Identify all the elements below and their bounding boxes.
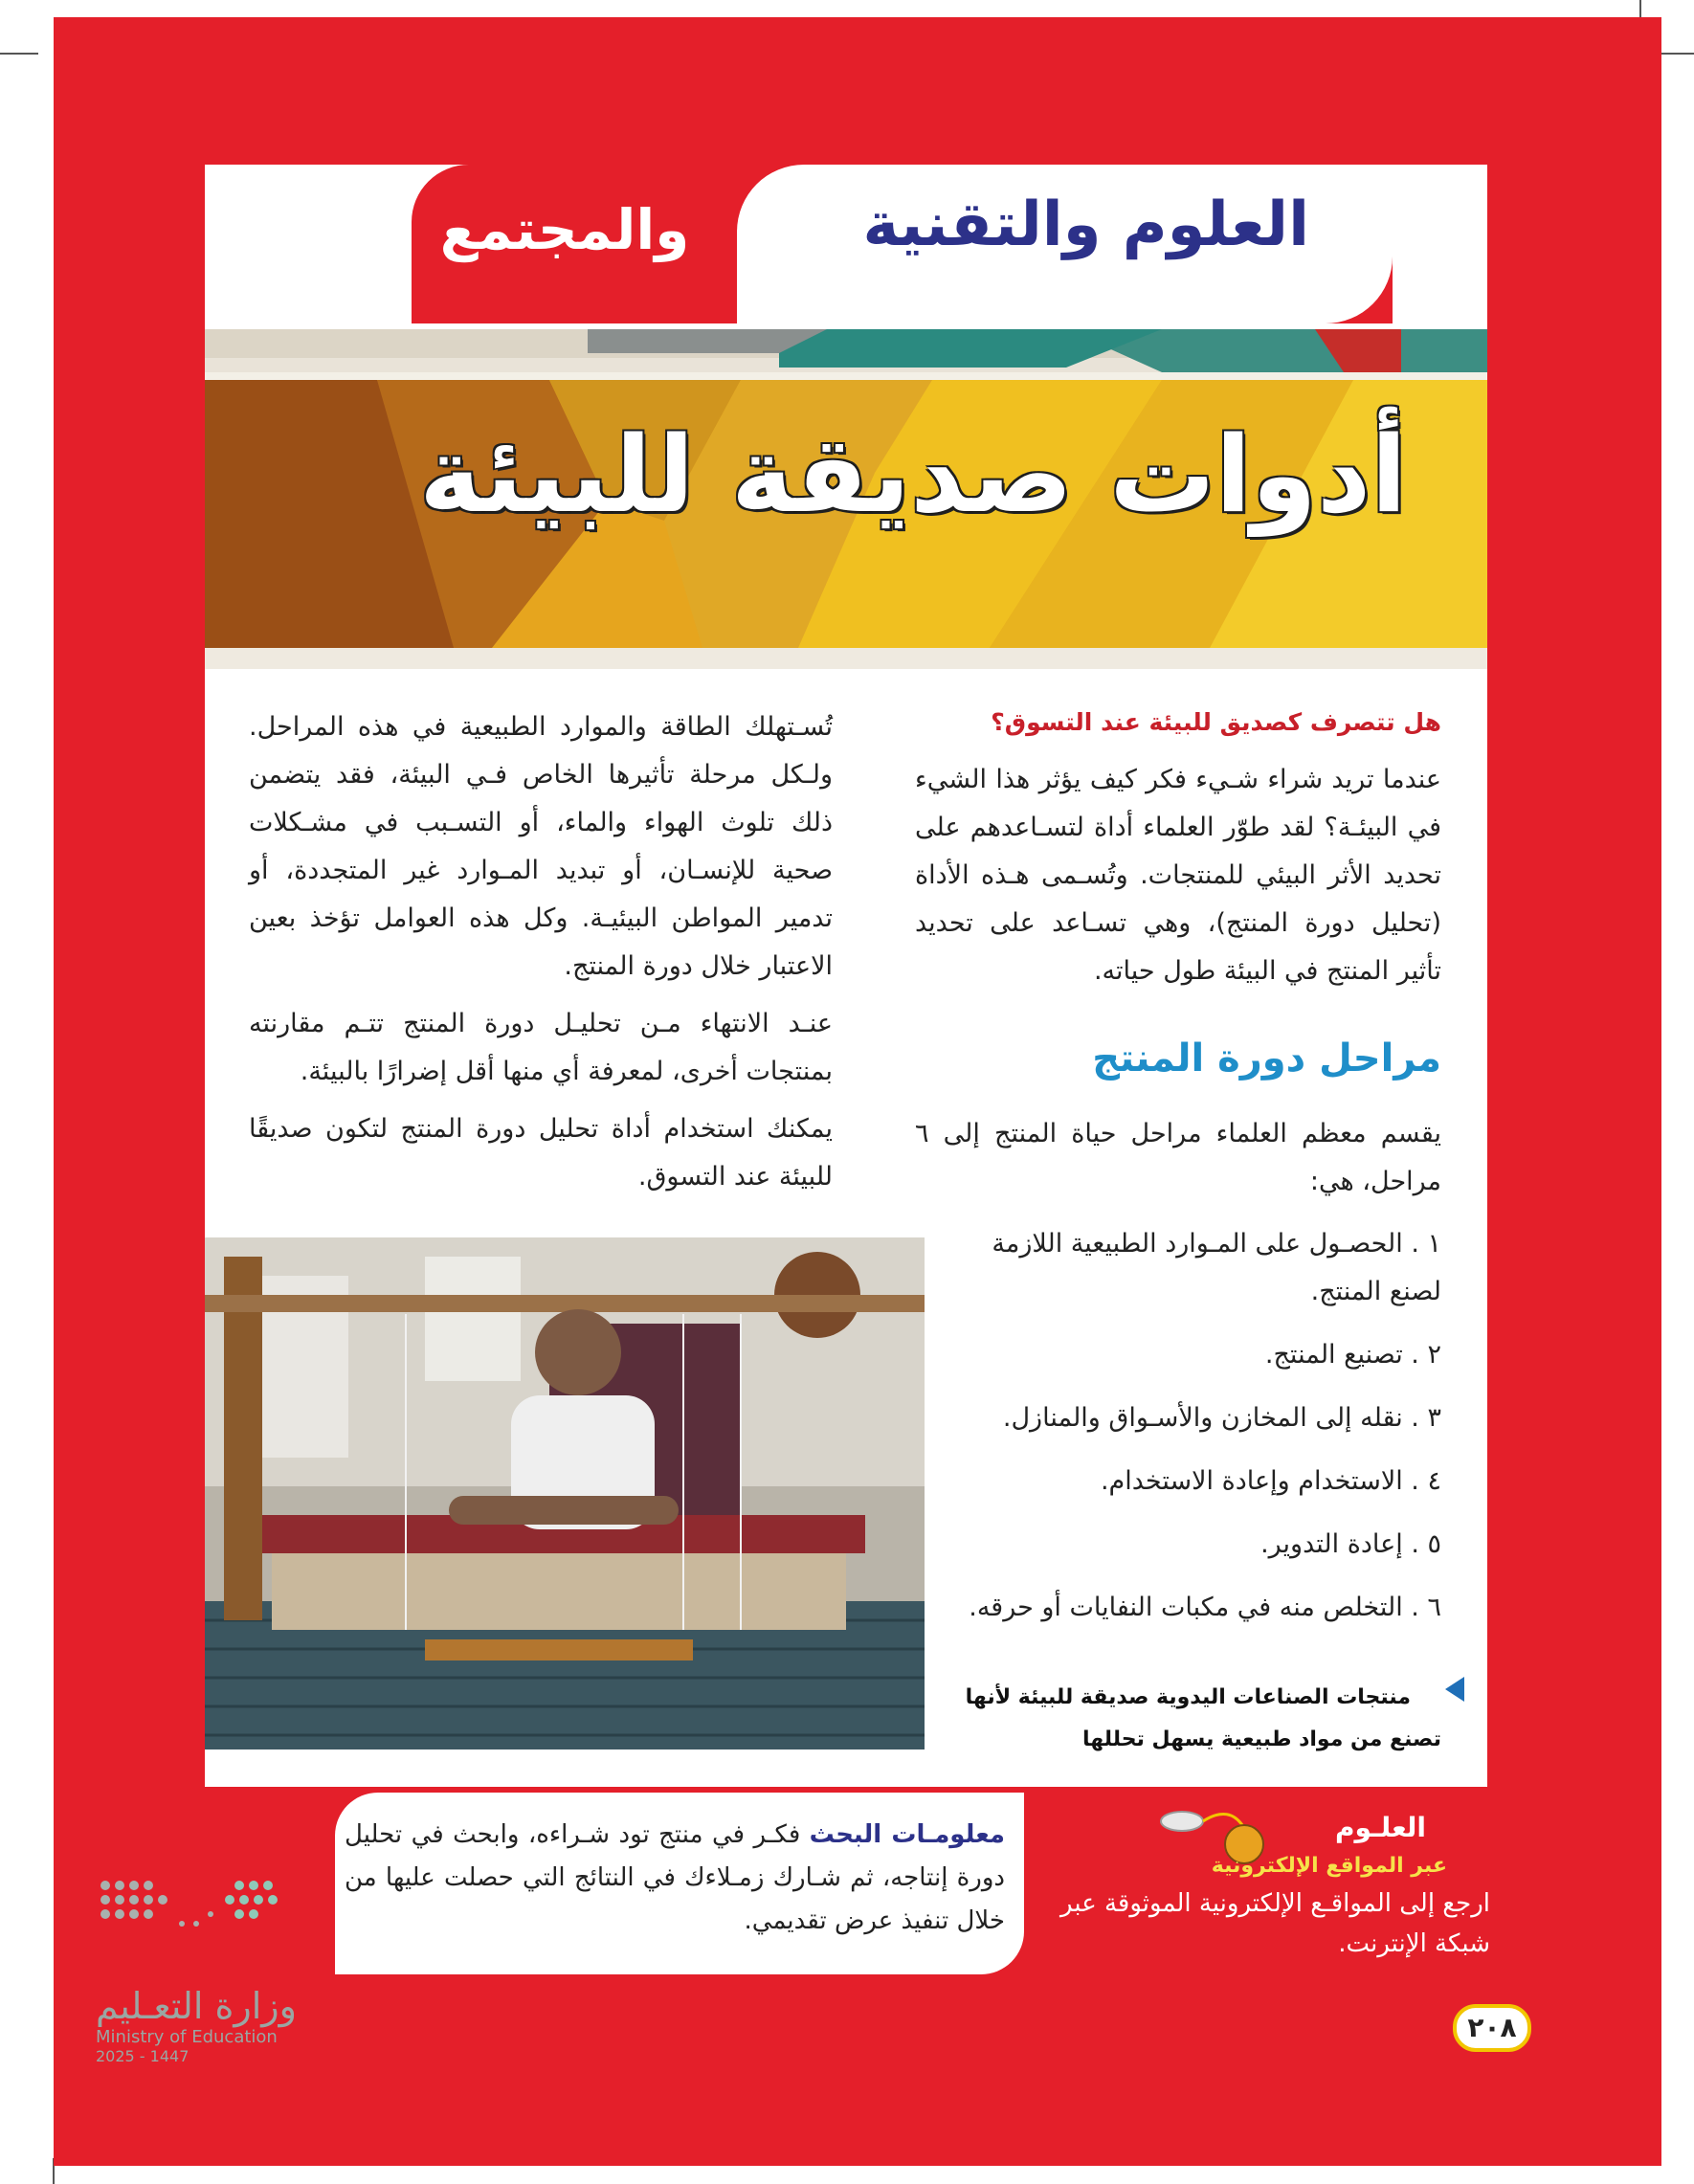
web-title: العلـوم	[1335, 1812, 1426, 1843]
caption-line: منتجات الصناعات اليدوية صديقة للبيئة لأنها	[965, 1685, 1411, 1709]
banner-title: أدوات صديقة للبيئة	[418, 413, 1407, 536]
stages-list	[944, 1220, 1441, 1647]
crop-mark	[0, 53, 38, 55]
intro-text: عندما تريد شراء شـيء فكر كيف يؤثر هذا الشيء في البيئـة؟ لقد طوّر العلماء أداة لتسـاعدهم على تحديد الأثر البيئي للمنتجات. وتُسـمى هـذه الأداة (تحليل دورة المنتج)، وهي تسـاعد على تحديد تأثير المنتج في البيئة طول حياته.	[915, 765, 1441, 986]
list-item: ٥ . إعادة التدوير.	[1260, 1529, 1441, 1559]
research-label: معلومـات البحث	[809, 1820, 1005, 1849]
weaver-photo	[205, 1237, 925, 1749]
list-item: ٤ . الاستخدام وإعادة الاستخدام.	[1100, 1466, 1441, 1496]
research-text: فكـر في منتج تود شـراءه، وابحث في تحليل دورة إنتاجه، ثم شـارك زمـلاءك في النتائج التي حصلت عليها من خلال تنفيذ عرض تقديمي.	[345, 1820, 1005, 1935]
crop-mark	[1656, 53, 1694, 55]
paragraph: يمكنك استخدام أداة تحليل دورة المنتج لتكون صديقًا للبيئة عند التسوق.	[249, 1114, 833, 1192]
caption-line: تصنع من مواد طبيعية يسهل تحللها	[1082, 1727, 1441, 1751]
list-item: ١ . الحصـول على المـوارد الطبيعية اللازمة لصنع المنتج.	[992, 1229, 1441, 1306]
section-title-red: والمجتمع	[439, 197, 690, 262]
page-number: ٢٠٨	[1453, 2004, 1531, 2052]
list-item: ٢ . تصنيع المنتج.	[1264, 1340, 1441, 1370]
caption-arrow-icon	[1445, 1677, 1464, 1702]
list-item: ٦ . التخلص منه في مكبات النفايات أو حرقه.	[969, 1593, 1441, 1622]
list-item: ٣ . نقله إلى المخازن والأسـواق والمنازل.	[1002, 1403, 1441, 1433]
web-subtitle: عبر المواقع الإلكترونية	[1211, 1854, 1447, 1878]
web-text: ارجع إلى المواقـع الإلكترونية الموثوقة عبر شبكة الإنترنت.	[1060, 1889, 1490, 1958]
question-heading: هل تتصرف كصديق للبيئة عند التسوق؟	[991, 708, 1441, 736]
research-note	[345, 1814, 1005, 1943]
ministry-name-ar: وزارة التعـليم	[96, 1985, 298, 2027]
paragraph: عنـد الانتهاء مـن تحليـل دورة المنتج تتـم مقارنته بمنتجات أخرى، لمعرفة أي منها أقل إضرارًا بالبيئة.	[249, 1009, 833, 1086]
stages-intro	[915, 1110, 1441, 1215]
section-title: العلوم والتقنية	[862, 189, 1309, 260]
left-column	[249, 703, 833, 1211]
stages-heading: مراحل دورة المنتج	[1092, 1036, 1441, 1081]
stages-intro-text: يقسم معظم العلماء مراحل حياة المنتج إلى ٦ مراحل، هي:	[915, 1119, 1441, 1196]
ministry-name-en: Ministry of Education	[96, 2027, 278, 2047]
ministry-logo	[96, 1876, 325, 2065]
photo-caption	[934, 1677, 1441, 1761]
ministry-year: 2025 - 1447	[96, 2047, 189, 2065]
intro-paragraph	[915, 756, 1441, 1005]
ministry-dots-icon	[96, 1876, 306, 1943]
paragraph: تُسـتهلك الطاقة والموارد الطبيعية في هذه المراحل. ولـكل مرحلة تأثيرها الخاص فـي البيئة، فقد يتضمن ذلك تلوث الهواء والماء، أو التسـبب في مشـكلات صحية للإنسـان، أو تبديد المـوارد غير المتجددة، أو تدمير المواطن البيئيـة. وكل هذه العوامل تؤخذ بعين الاعتبار خلال دورة المنتج.	[249, 712, 833, 981]
